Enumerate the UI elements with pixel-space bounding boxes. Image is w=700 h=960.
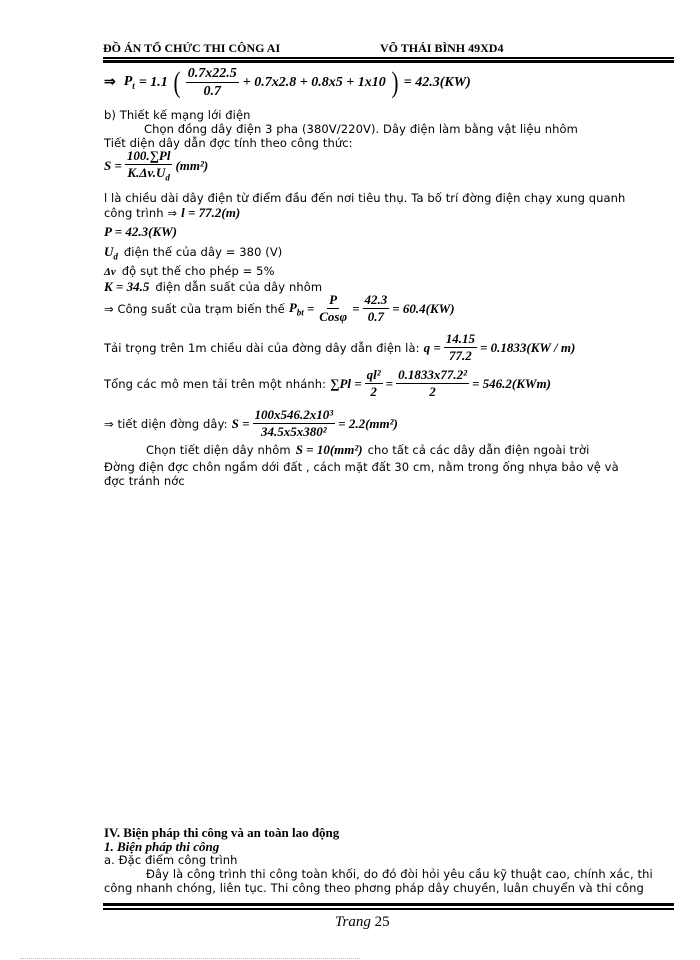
- moment-line: [104, 368, 551, 400]
- l-value: l = 77.2(m): [181, 205, 241, 220]
- k-desc: điện dẫn suất của dây nhôm: [155, 280, 323, 294]
- s-fraction: [125, 149, 173, 184]
- pt-frac-num: 0.7x22.5: [186, 66, 239, 83]
- dv-symbol: Δv: [104, 266, 116, 278]
- s-chosen: S = 10(mm²): [295, 442, 363, 457]
- implies-arrow: ⇒: [104, 75, 116, 91]
- footer-rule-top: [103, 903, 674, 906]
- page-label: Trang: [335, 914, 371, 930]
- pt-lhs: $P_t$: [123, 74, 135, 92]
- pt-result: = 42.3(KW): [403, 74, 471, 90]
- load-line: [104, 332, 575, 364]
- ud-desc: điện thế của dây = 380 (V): [123, 245, 283, 259]
- k-symbol: K = 34.5: [104, 279, 150, 294]
- q-formula: q = $\frac{14.15}{77.2}$ = 0.1833(KW / m): [423, 331, 576, 364]
- header-rule-top: [103, 57, 674, 59]
- pbt-lhs: $P_{bt}$: [288, 300, 304, 318]
- power-intro: ⇒ Công suất của trạm biến thế: [104, 301, 285, 316]
- s-calc-result: = 2.2(mm²): [338, 415, 398, 431]
- section-intro: ⇒ tiết diện đờng dây:: [104, 416, 228, 431]
- pt-fraction: [186, 66, 239, 100]
- pbt-formula: $P_{bt}$ = $\frac{P}{\text{Cosφ}}$ = $\frac{42.3}{0.7}$ = 60.4(KW): [288, 292, 455, 325]
- dv-line: [104, 264, 275, 278]
- load-intro: Tải trọng trên 1m chiều dài của đờng dây dẫn điện là:: [104, 340, 420, 355]
- pbt-frac-1: $\frac{P}{\text{Cosφ}}$: [319, 292, 348, 325]
- header-title-left: ĐỒ ÁN TỔ CHỨC THI CÔNG AI: [103, 41, 281, 55]
- header-rule-bottom: [103, 60, 674, 63]
- b-heading: b) Thiết kế mạng lới điện: [104, 108, 251, 122]
- para-line2: công nhanh chóng, liên tục. Thi công theo phơng pháp dây chuyền, luân chuyển và thi công: [104, 881, 644, 895]
- pt-frac-den: 0.7: [203, 84, 222, 100]
- ud-symbol: $U_d$: [104, 244, 118, 262]
- moment-formula: ∑Pl = $\frac{\text{ql²}}{2}$ = $\frac{\text{0.1833x77.2²}}{2}$ = 546.2(KWm): [330, 367, 551, 400]
- section-line: Tiết diện dây dẫn đợc tính theo công thức:: [104, 136, 353, 150]
- page-number: [335, 914, 390, 931]
- choose-line: Chọn đồng dây điện 3 pha (380V/220V). Dây điện làm bằng vật liệu nhôm: [144, 122, 578, 136]
- pbt-result: = 60.4(KW): [392, 300, 455, 316]
- pbt-line: [104, 293, 455, 325]
- l-desc-line1: l là chiều dài dây điện từ điểm đầu đến nơi tiêu thụ. Ta bố trí đờng điện chạy xung quanh: [104, 191, 626, 205]
- subsection-1-heading: 1. Biện pháp thi công: [104, 839, 220, 854]
- pt-formula: [104, 66, 471, 100]
- footer-rule-bottom: [103, 908, 674, 910]
- left-paren: (: [173, 65, 181, 99]
- s-calc-frac: $\frac{\text{100x546.2x10³}}{\text{34.5x5x380²}}$: [254, 407, 334, 440]
- header-title-right: VÕ THÁI BÌNH 49XD4: [380, 41, 504, 55]
- moment-frac-1: $\frac{\text{ql²}}{2}$: [366, 367, 381, 400]
- s-calc-formula: S = $\frac{\text{100x546.2x10³}}{\text{34.5x5x380²}}$ = 2.2(mm²): [231, 407, 398, 440]
- pbt-frac-2: $\frac{42.3}{0.7}$: [364, 292, 388, 325]
- section-formula: [104, 149, 208, 184]
- choose-section-line: Chọn tiết diện dây nhôm S = 10(mm²) cho tất cả các dây dẫn điện ngoài trời: [146, 442, 590, 457]
- pt-rest: + 0.7x2.8 + 0.8x5 + 1x10: [242, 74, 386, 90]
- moment-frac-2: $\frac{\text{0.1833x77.2²}}{2}$: [398, 367, 467, 400]
- laying-line2: đợc tránh nớc: [104, 474, 185, 488]
- section-calc-line: [104, 408, 398, 440]
- para-line1: Đây là công trình thi công toàn khối, do đó đòi hỏi yêu cầu kỹ thuật cao, chính xác, thi: [146, 867, 653, 881]
- s-frac-den: $K.\Delta v.U_d$: [127, 165, 170, 183]
- moment-intro: Tổng các mô men tải trên một nhánh:: [104, 376, 327, 391]
- bottom-dotted-line: [20, 958, 360, 959]
- s-lhs: S =: [104, 158, 122, 174]
- q-result: = 0.1833(KW / m): [480, 339, 576, 355]
- subsection-a-heading: a. Đặc điểm công trình: [104, 853, 238, 867]
- right-paren: ): [391, 65, 399, 99]
- laying-line1: Đờng điện đợc chôn ngầm dới đất , cách mặt đất 30 cm, nằm trong ống nhựa bảo vệ và: [104, 460, 619, 474]
- moment-result: = 546.2(KWm): [472, 375, 551, 391]
- dv-desc: độ sụt thế cho phép = 5%: [121, 264, 275, 278]
- s-frac-num: 100.∑Pl: [125, 149, 173, 165]
- ud-line: [104, 244, 282, 262]
- p-value: P = 42.3(KW): [104, 224, 178, 239]
- s-unit: (mm²): [175, 158, 209, 174]
- section-iv-heading: IV. Biện pháp thi công và an toàn lao động: [104, 825, 340, 840]
- page-number-value: 25: [374, 914, 390, 930]
- pt-coef: = 1.1: [138, 74, 168, 90]
- q-frac: $\frac{14.15}{77.2}$: [445, 331, 475, 364]
- l-desc-line2: công trình ⇒ l = 77.2(m): [104, 205, 241, 220]
